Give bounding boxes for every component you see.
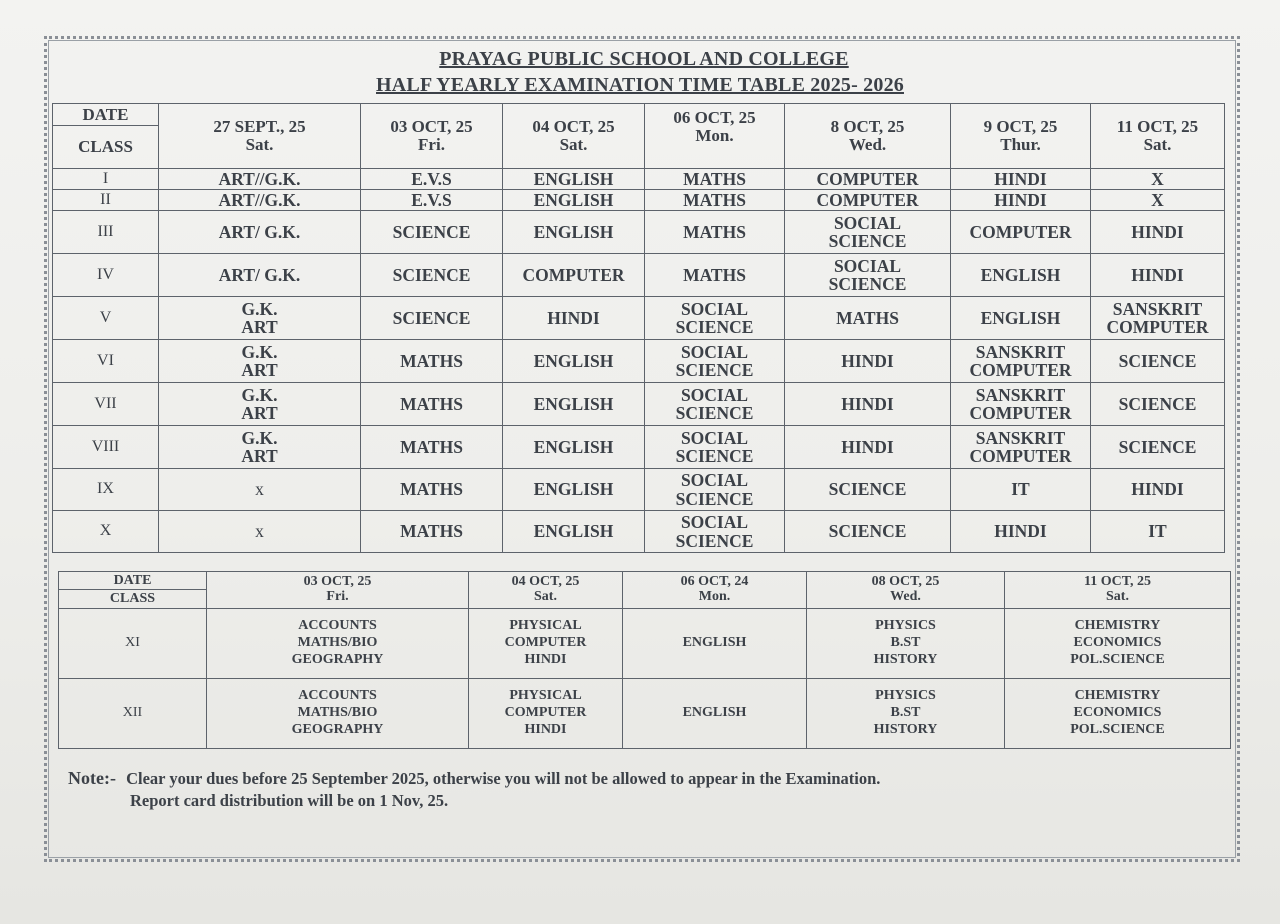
cell-line: ACCOUNTS	[298, 688, 377, 704]
cell-line: PHYSICS	[875, 618, 936, 634]
cell-line: COMPUTER	[969, 403, 1072, 423]
school-name: PRAYAG PUBLIC SCHOOL AND COLLEGE	[439, 48, 849, 70]
subject-cell	[951, 340, 1091, 383]
timetable-senior	[58, 571, 1231, 749]
cell-line: G.K.	[241, 341, 278, 362]
date-header	[785, 104, 951, 169]
cell-line: COMPUTER	[969, 360, 1072, 380]
subject-cell	[645, 511, 785, 553]
subject-cell: COMPUTER	[503, 254, 645, 297]
note-line-1: Clear your dues before 25 September 2025, otherwise you will not be allowed to appear in the Examination.	[126, 769, 881, 788]
date-text: 04 OCT, 25	[511, 574, 580, 590]
cell-line: ART	[241, 403, 278, 423]
date-header	[1005, 572, 1231, 609]
day-text: Fri.	[418, 135, 445, 154]
date-class-header	[59, 572, 207, 609]
cell-line: PHYSICAL	[509, 688, 582, 704]
cell-line: ART	[241, 446, 278, 466]
table-row	[53, 254, 1225, 297]
subject-cell: COMPUTER	[785, 190, 951, 211]
day-text: Sat.	[1143, 135, 1172, 154]
date-text: 03 OCT, 25	[303, 574, 372, 590]
class-cell: I	[53, 169, 159, 190]
subject-cell	[951, 426, 1091, 469]
cell-line: CHEMISTRY	[1074, 688, 1161, 704]
table-row	[53, 511, 1225, 553]
subject-cell: SCIENCE	[785, 469, 951, 511]
day-text: Thur.	[1000, 135, 1041, 154]
subject-cell: MATHS	[785, 297, 951, 340]
subject-cell: COMPUTER	[785, 169, 951, 190]
cell-line: GEOGRAPHY	[291, 721, 384, 737]
cell-line: HISTORY	[873, 651, 938, 667]
class-cell: IV	[53, 254, 159, 297]
cell-line: SOCIAL	[833, 212, 902, 233]
day-text: Sat.	[245, 135, 274, 154]
subject-cell: MATHS	[361, 469, 503, 511]
date-header	[159, 104, 361, 169]
date-header	[361, 104, 503, 169]
subject-cell: X	[1091, 190, 1225, 211]
subject-cell: MATHS	[361, 383, 503, 426]
day-text: Sat.	[534, 589, 557, 604]
subject-cell	[785, 211, 951, 254]
subject-cell: ART//G.K.	[159, 190, 361, 211]
day-text: Wed.	[848, 135, 887, 154]
subject-cell: SCIENCE	[361, 254, 503, 297]
cell-line: SOCIAL	[680, 341, 749, 362]
cell-line: POL.SCIENCE	[1070, 651, 1165, 667]
subject-cell: E.V.S	[361, 190, 503, 211]
subject-cell	[469, 679, 623, 749]
subject-cell: ENGLISH	[503, 426, 645, 469]
date-header	[645, 104, 785, 169]
date-text: 03 OCT, 25	[390, 117, 473, 137]
cell-line: PHYSICS	[875, 688, 936, 704]
subject-cell: ENGLISH	[503, 469, 645, 511]
date-text: 9 OCT, 25	[983, 117, 1058, 137]
cell-line: SOCIAL	[680, 470, 749, 491]
subject-cell: MATHS	[645, 169, 785, 190]
subject-cell: SCIENCE	[1091, 340, 1225, 383]
subject-cell: ENGLISH	[503, 340, 645, 383]
subject-cell	[469, 609, 623, 679]
subject-cell: ART/ G.K.	[159, 254, 361, 297]
subject-cell: SCIENCE	[1091, 383, 1225, 426]
class-cell: II	[53, 190, 159, 211]
date-label: DATE	[53, 104, 158, 126]
subject-cell: ART/ G.K.	[159, 211, 361, 254]
date-header	[207, 572, 469, 609]
date-text: 11 OCT, 25	[1116, 117, 1199, 137]
cell-line: POL.SCIENCE	[1070, 721, 1165, 737]
subject-cell: MATHS	[361, 340, 503, 383]
subject-cell: ENGLISH	[503, 211, 645, 254]
subject-cell: ENGLISH	[623, 609, 807, 679]
class-label: CLASS	[109, 591, 156, 606]
subject-cell	[1091, 297, 1225, 340]
subject-cell: ENGLISH	[503, 511, 645, 553]
subject-cell: IT	[1091, 511, 1225, 553]
subject-cell: HINDI	[785, 340, 951, 383]
subject-cell: x	[159, 469, 361, 511]
cell-line: B.ST	[890, 635, 921, 651]
date-text: 8 OCT, 25	[830, 117, 905, 137]
table-row	[53, 190, 1225, 211]
cell-line: G.K.	[241, 298, 278, 319]
subject-cell: ENGLISH	[951, 297, 1091, 340]
subject-cell: HINDI	[503, 297, 645, 340]
class-cell: X	[53, 511, 159, 553]
cell-line: COMPUTER	[969, 446, 1072, 466]
subject-cell: MATHS	[361, 426, 503, 469]
cell-line: ECONOMICS	[1073, 635, 1162, 651]
subject-cell: HINDI	[1091, 254, 1225, 297]
day-text: Sat.	[1106, 589, 1129, 604]
cell-line: ART	[241, 360, 278, 380]
subject-cell: ENGLISH	[951, 254, 1091, 297]
date-header	[503, 104, 645, 169]
day-text: Fri.	[326, 589, 349, 604]
cell-line: HINDI	[524, 721, 567, 737]
subject-cell	[807, 609, 1005, 679]
subject-cell	[645, 297, 785, 340]
exam-title: HALF YEARLY EXAMINATION TIME TABLE 2025- 2026	[376, 74, 904, 96]
day-text: Wed.	[890, 589, 921, 604]
cell-line: G.K.	[241, 427, 278, 448]
day-text: Mon.	[695, 126, 734, 145]
cell-line: SCIENCE	[675, 488, 754, 509]
subject-cell: HINDI	[1091, 211, 1225, 254]
subject-cell: HINDI	[951, 169, 1091, 190]
subject-cell	[159, 383, 361, 426]
cell-line: SANSKRIT	[975, 384, 1066, 405]
table-row	[53, 426, 1225, 469]
subject-cell: X	[1091, 169, 1225, 190]
cell-line: SCIENCE	[675, 403, 754, 423]
cell-line: SOCIAL	[833, 255, 902, 276]
cell-line: COMPUTER	[504, 705, 587, 721]
cell-line: COMPUTER	[1106, 317, 1209, 337]
subject-cell: MATHS	[645, 190, 785, 211]
cell-line: SCIENCE	[675, 446, 754, 466]
subject-cell	[1005, 679, 1231, 749]
cell-line: MATHS/BIO	[297, 635, 378, 651]
date-header	[807, 572, 1005, 609]
cell-line: GEOGRAPHY	[291, 651, 384, 667]
subject-cell: ENGLISH	[503, 383, 645, 426]
cell-line: SCIENCE	[675, 530, 754, 551]
subject-cell: ENGLISH	[503, 190, 645, 211]
date-text: 06 OCT, 24	[680, 574, 749, 590]
timetable-junior	[52, 103, 1225, 553]
cell-line: SCIENCE	[828, 231, 907, 251]
subject-cell: SCIENCE	[361, 297, 503, 340]
cell-line: ART	[241, 317, 278, 337]
cell-line: G.K.	[241, 384, 278, 405]
subject-cell	[1005, 609, 1231, 679]
subject-cell: HINDI	[951, 190, 1091, 211]
class-cell: IX	[53, 469, 159, 511]
date-text: 11 OCT, 25	[1083, 574, 1152, 590]
class-cell: V	[53, 297, 159, 340]
subject-cell	[645, 340, 785, 383]
cell-line: MATHS/BIO	[297, 705, 378, 721]
subject-cell: MATHS	[645, 254, 785, 297]
cell-line: SCIENCE	[828, 274, 907, 294]
date-header	[1091, 104, 1225, 169]
cell-line: B.ST	[890, 705, 921, 721]
subject-cell	[159, 340, 361, 383]
date-label: DATE	[59, 572, 206, 590]
class-cell: III	[53, 211, 159, 254]
table-row	[53, 297, 1225, 340]
date-header	[951, 104, 1091, 169]
subject-cell	[159, 297, 361, 340]
note-line-2: Report card distribution will be on 1 Nov, 25.	[130, 791, 449, 810]
cell-line: SOCIAL	[680, 512, 749, 533]
header-row	[59, 572, 1231, 609]
cell-line: SCIENCE	[675, 317, 754, 337]
subject-cell: COMPUTER	[951, 211, 1091, 254]
date-text: 04 OCT, 25	[532, 117, 615, 137]
subject-cell: x	[159, 511, 361, 553]
subject-cell: SCIENCE	[785, 511, 951, 553]
subject-cell	[951, 383, 1091, 426]
cell-line: HISTORY	[873, 721, 938, 737]
table-row	[53, 340, 1225, 383]
cell-line: SOCIAL	[680, 384, 749, 405]
subject-cell: HINDI	[785, 426, 951, 469]
cell-line: SANSKRIT	[975, 341, 1066, 362]
date-class-header	[53, 104, 159, 169]
subject-cell	[807, 679, 1005, 749]
subject-cell: IT	[951, 469, 1091, 511]
subject-cell: SCIENCE	[1091, 426, 1225, 469]
note-label: Note:-	[68, 768, 116, 788]
cell-line: SANSKRIT	[1112, 298, 1203, 319]
table-row	[59, 679, 1231, 749]
date-header	[623, 572, 807, 609]
cell-line: HINDI	[524, 651, 567, 667]
subject-cell	[159, 426, 361, 469]
table-row	[53, 383, 1225, 426]
table-row	[53, 169, 1225, 190]
cell-line: ECONOMICS	[1073, 705, 1162, 721]
subject-cell	[207, 679, 469, 749]
subject-cell: SCIENCE	[361, 211, 503, 254]
cell-line: ACCOUNTS	[298, 618, 377, 634]
cell-line: SCIENCE	[675, 360, 754, 380]
subject-cell: HINDI	[785, 383, 951, 426]
class-cell: VI	[53, 340, 159, 383]
subject-cell: HINDI	[1091, 469, 1225, 511]
subject-cell: MATHS	[645, 211, 785, 254]
subject-cell: HINDI	[951, 511, 1091, 553]
cell-line: SANSKRIT	[975, 427, 1066, 448]
cell-line: SOCIAL	[680, 427, 749, 448]
subject-cell	[645, 383, 785, 426]
cell-line: SOCIAL	[680, 298, 749, 319]
cell-line: PHYSICAL	[509, 618, 582, 634]
subject-cell: E.V.S	[361, 169, 503, 190]
cell-line: CHEMISTRY	[1074, 618, 1161, 634]
class-cell: XII	[59, 679, 207, 749]
subject-cell: ENGLISH	[503, 169, 645, 190]
date-text: 08 OCT, 25	[871, 574, 940, 590]
cell-line: COMPUTER	[504, 635, 587, 651]
subject-cell: MATHS	[361, 511, 503, 553]
subject-cell	[207, 609, 469, 679]
class-cell: VIII	[53, 426, 159, 469]
subject-cell: ART//G.K.	[159, 169, 361, 190]
subject-cell	[645, 469, 785, 511]
class-label: CLASS	[78, 137, 133, 156]
subject-cell	[785, 254, 951, 297]
class-cell: XI	[59, 609, 207, 679]
day-text: Mon.	[698, 589, 731, 604]
day-text: Sat.	[559, 135, 588, 154]
table-row	[53, 211, 1225, 254]
class-cell: VII	[53, 383, 159, 426]
subject-cell: ENGLISH	[623, 679, 807, 749]
header-row	[53, 104, 1225, 169]
date-text: 27 SEPT., 25	[213, 117, 306, 137]
subject-cell	[645, 426, 785, 469]
table-row	[59, 609, 1231, 679]
table-row	[53, 469, 1225, 511]
date-header	[469, 572, 623, 609]
date-text: 06 OCT, 25	[673, 108, 756, 128]
note	[68, 768, 880, 789]
